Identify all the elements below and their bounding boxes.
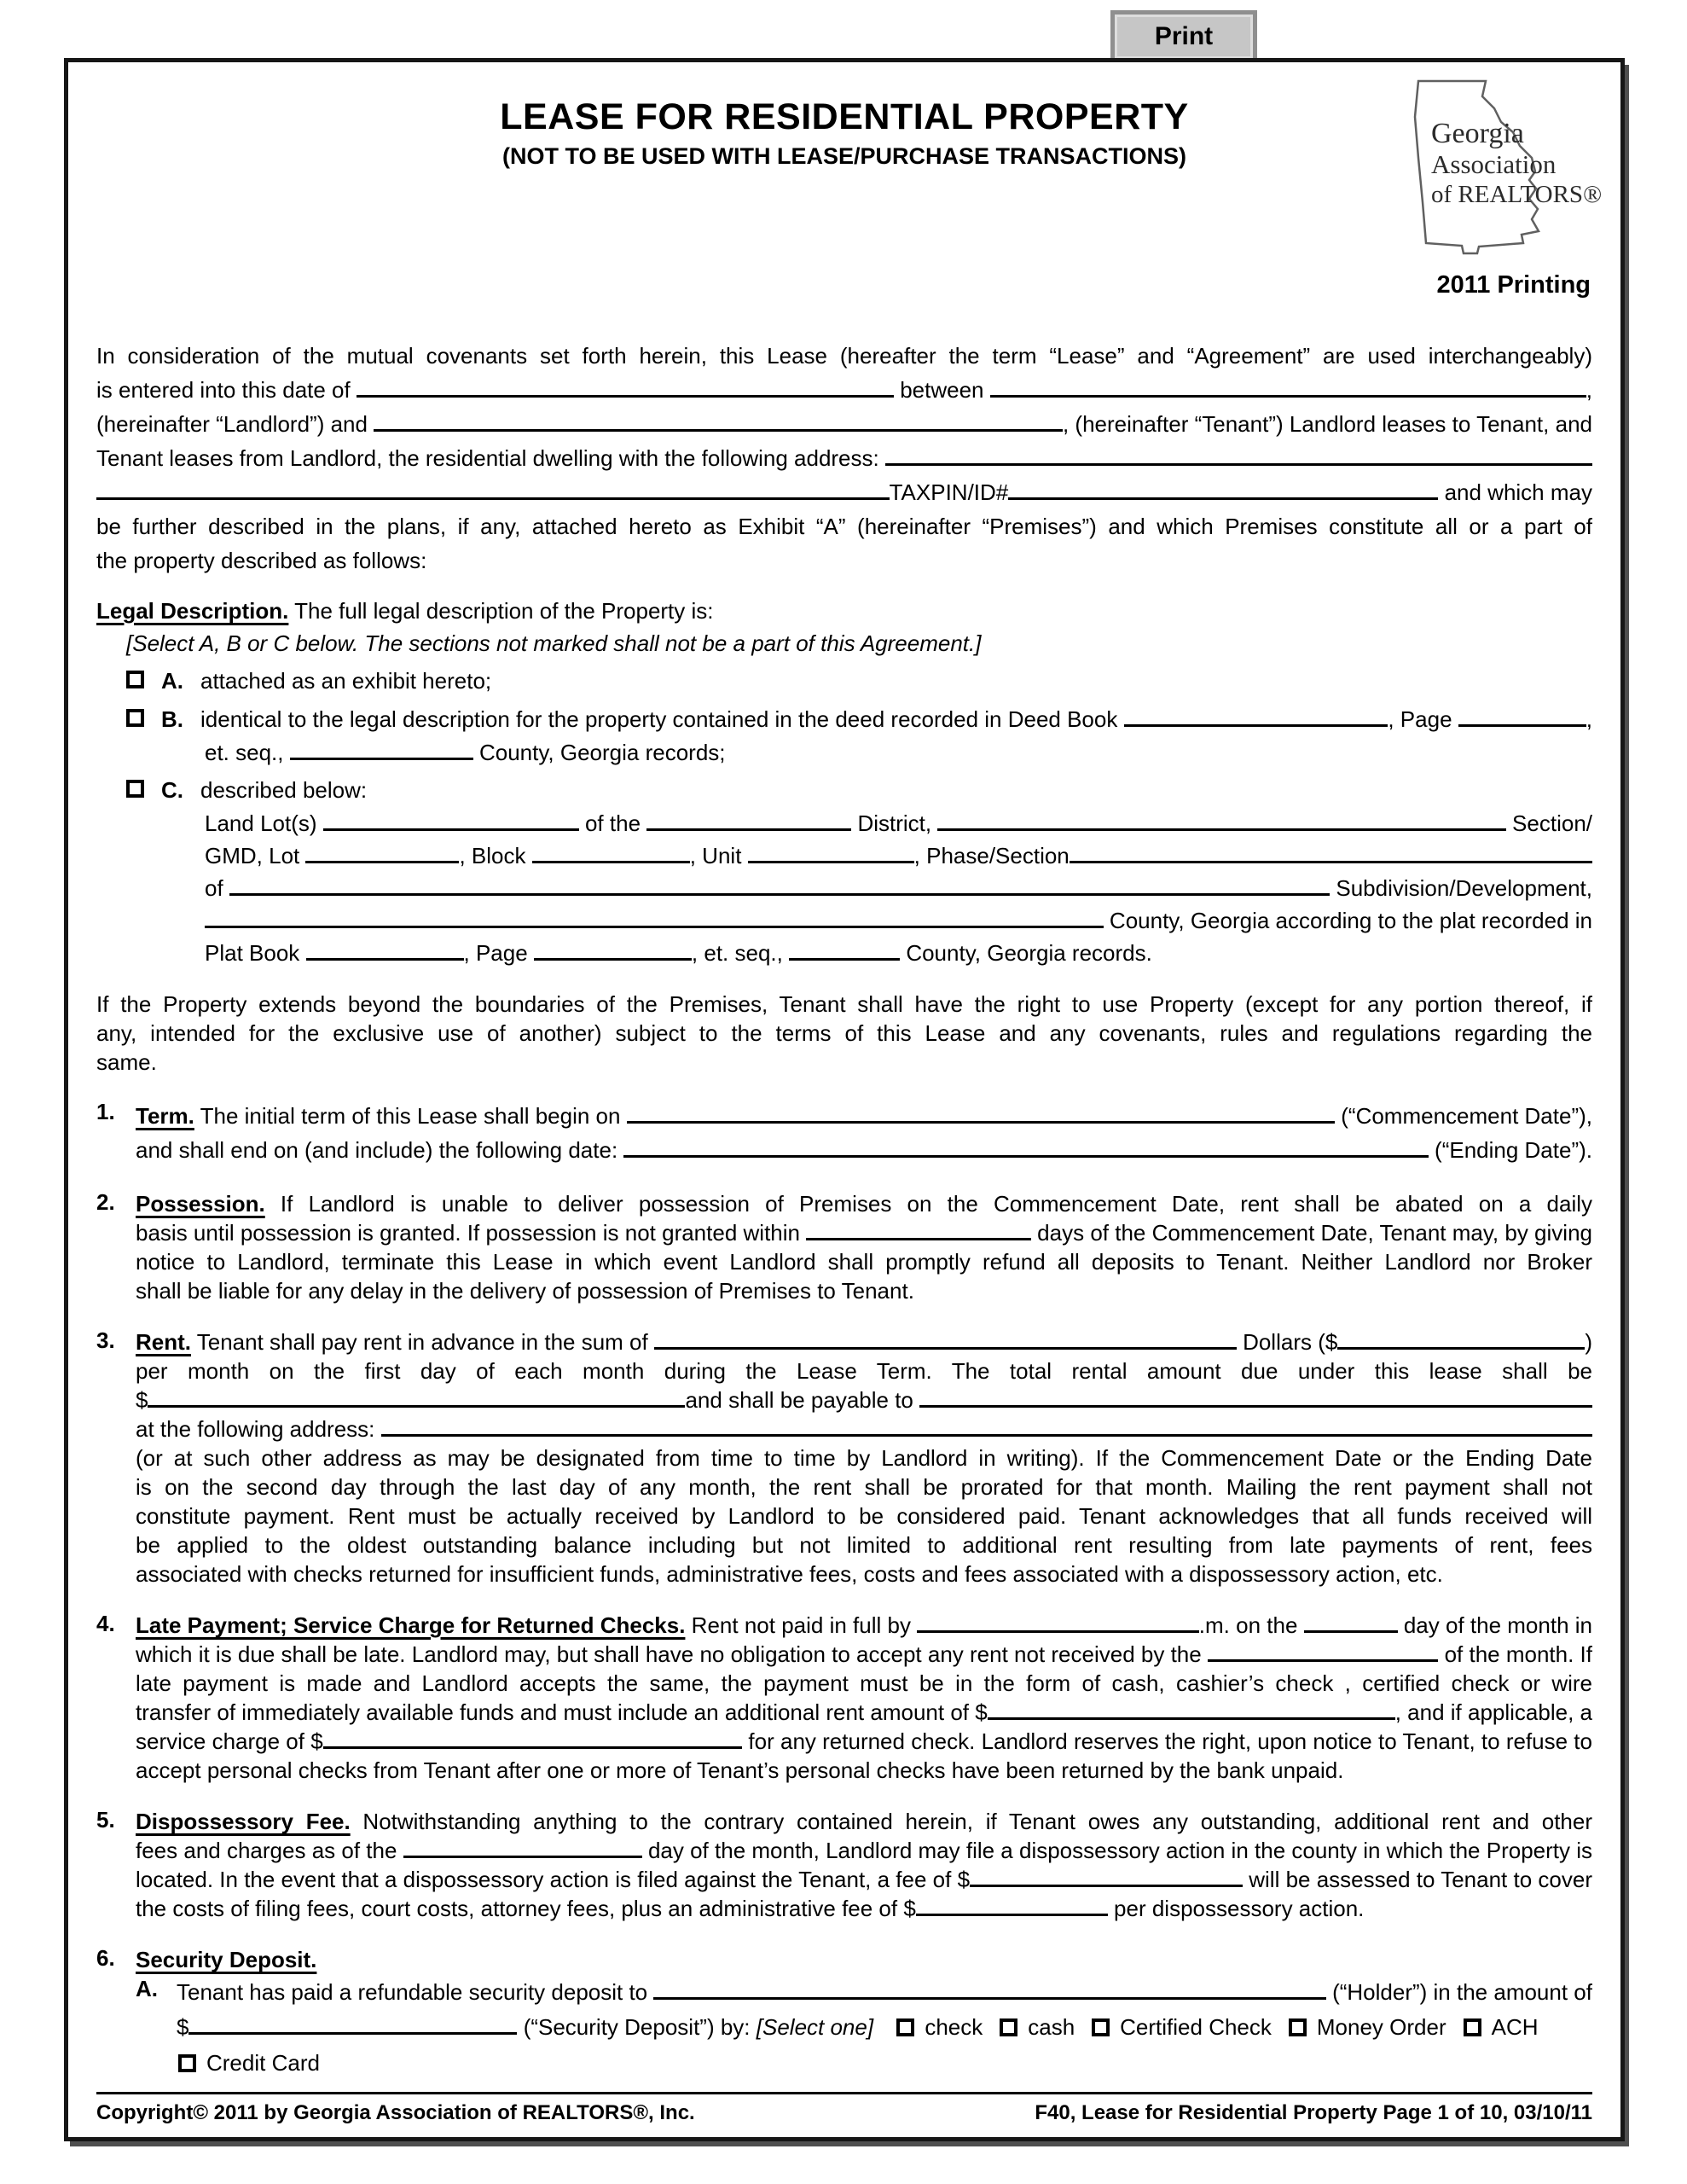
checkbox-option-c[interactable] xyxy=(126,780,144,798)
section-term: 1. Term. The initial term of this Lease shall begin on (“Commencement Date”), and shall end on (and include) the following date: (“Ending Date”). xyxy=(96,1099,1592,1163)
blank-property-address-2[interactable] xyxy=(96,483,890,500)
blank-phase-section[interactable] xyxy=(1070,846,1592,863)
intro-line2: is entered into this date of between , xyxy=(96,377,1592,403)
page-footer xyxy=(96,2092,1592,2125)
blank-rent-sum-words[interactable] xyxy=(654,1333,1237,1350)
property-extends-paragraph: If the Property extends beyond the boundaries of the Premises, Tenant shall have the right to use Property (except for any portion thereof, if any, intended for the exclusive use of another) subject to the terms of this Lease and any covenants, rules and regulations regarding the same. xyxy=(96,991,1592,1075)
blank-additional-rent[interactable] xyxy=(988,1703,1395,1720)
intro-line7: the property described as follows: xyxy=(96,548,427,573)
page-subtitle: (NOT TO BE USED WITH LEASE/PURCHASE TRANSACTIONS) xyxy=(501,143,1187,169)
intro-line4: Tenant leases from Landlord, the residential dwelling with the following address: xyxy=(96,441,1592,475)
term-heading: Term. xyxy=(136,1103,194,1129)
blank-district[interactable] xyxy=(646,814,851,831)
legal-option-b: B. identical to the legal description for the property contained in the deed recorded in Deed Book , Page , xyxy=(96,702,1592,736)
legal-option-b-cont: et. seq., County, Georgia records; xyxy=(205,740,726,765)
legal-description-section xyxy=(96,595,1592,969)
rent-heading: Rent. xyxy=(136,1329,191,1355)
blank-plat-county[interactable] xyxy=(205,911,1104,928)
section-security-deposit: 6. Security Deposit. A. Tenant has paid a refundable security deposit to (“Holder”) in the amount of $ (“Security Deposit”) by: [Select one] check cash Certified Check Money Order ACH Credit Card xyxy=(96,1945,1592,2080)
printing-edition: 2011 Printing xyxy=(1436,271,1591,299)
blank-subdivision[interactable] xyxy=(229,879,1330,896)
blank-payable-to[interactable] xyxy=(919,1391,1592,1408)
section-late-payment: 4. Late Payment; Service Charge for Returned Checks. Rent not paid in full by .m. on the day of the month in which it is due shall be late. Landlord may, but shall have no obligation to accept any rent not received by the of the month. If late payment is made and Landlord accepts the same, the payment must be in the form of cash, cashier’s check , certified check or wire transfer of immediately available funds and must include an additional rent amount of $ , and if applicable, a service charge of $ for any returned check. Landlord reserves the right, upon notice to Tenant, to refuse to accept personal checks from Tenant after one or more of Tenant’s personal checks have been returned by the bank unpaid. xyxy=(96,1611,1592,1783)
blank-deposit-amount[interactable] xyxy=(188,2018,517,2035)
blank-holder[interactable] xyxy=(653,1983,1325,2000)
checkbox-option-a[interactable] xyxy=(126,671,144,688)
blank-disp-fee[interactable] xyxy=(970,1870,1243,1887)
section-rent: 3. Rent. Tenant shall pay rent in advance in the sum of Dollars ($ ) per month on the first day of each month during the Lease Term. The total rental amount due under this lease shall be $ and shall be payable to at the following address: (or at such other address as may be designated from time to time by Landlord in writing). If the Commencement Date or the Ending Date is on the second day through the last day of any month, the rent shall be prorated for that month. Mailing the rent payment shall not constitute payment. Rent must be actually received by Landlord to be considered paid. Tenant acknowledges that all funds received will be applied to the oldest outstanding balance including but not limited to additional rent resulting from late payments of rent, fees associated with checks returned for insufficient funds, administrative fees, costs and fees associated with a dispossessory action, etc. xyxy=(96,1327,1592,1587)
blank-lease-date[interactable] xyxy=(357,380,894,398)
intro-line6: be further described in the plans, if any, attached hereto as Exhibit “A” (hereinafter “Premises”) and which Premises constitute all or a part of xyxy=(96,514,1592,539)
blank-section-gmd[interactable] xyxy=(937,814,1505,831)
checkbox-check[interactable] xyxy=(896,2018,914,2036)
print-button[interactable]: Print xyxy=(1110,10,1257,63)
legal-heading-line: Legal Description. The full legal description of the Property is: xyxy=(96,598,714,624)
legal-c-line5: Plat Book , Page , et. seq., County, Georgia records. xyxy=(205,940,1152,966)
logo-text-line2: Association xyxy=(1431,149,1557,179)
blank-admin-fee[interactable] xyxy=(916,1899,1108,1916)
blank-plat-book[interactable] xyxy=(306,944,464,961)
legal-c-line1: Land Lot(s) of the District, Section/ xyxy=(205,810,1592,836)
checkbox-ach[interactable] xyxy=(1464,2018,1481,2036)
logo-text-line1: Georgia xyxy=(1431,118,1524,149)
intro-line5: TAXPIN/ID# and which may xyxy=(96,475,1592,509)
gar-logo xyxy=(1389,76,1603,257)
dispossessory-heading: Dispossessory Fee. xyxy=(136,1809,351,1834)
intro-line1: In consideration of the mutual covenants set forth herein, this Lease (hereafter the term “Lease” and “Agreement” are used interchangeably) xyxy=(96,343,1592,369)
legal-option-a: A. attached as an exhibit hereto; xyxy=(96,664,1592,698)
checkbox-money-order[interactable] xyxy=(1289,2018,1307,2036)
blank-rent-amount[interactable] xyxy=(1337,1333,1585,1350)
blank-deed-county[interactable] xyxy=(290,743,473,760)
blank-unit[interactable] xyxy=(748,846,914,863)
blank-commencement-date[interactable] xyxy=(627,1107,1335,1124)
blank-plat-page[interactable] xyxy=(534,944,692,961)
blank-accept-day[interactable] xyxy=(1208,1645,1438,1662)
checkbox-option-b[interactable] xyxy=(126,709,144,727)
blank-land-lots[interactable] xyxy=(323,814,579,831)
security-deposit-item-a: A. Tenant has paid a refundable security deposit to (“Holder”) in the amount of $ (“Security Deposit”) by: [Select one] check cash Certified Check Money Order ACH Credit Card xyxy=(136,1976,1592,2076)
blank-ending-date[interactable] xyxy=(623,1141,1428,1158)
section-dispossessory-fee: 5. Dispossessory Fee. Notwithstanding anything to the contrary contained herein, if Tenant owes any outstanding, additional rent and other fees and charges as of the day of the month, Landlord may file a dispossessory action in the county in which the Property is located. In the event that a dispossessory action is filed against the Tenant, a fee of $ will be assessed to Tenant to cover the costs of filing fees, court costs, attorney fees, plus an administrative fee of $ per dispossessory action. xyxy=(96,1807,1592,1921)
page-title: LEASE FOR RESIDENTIAL PROPERTY xyxy=(500,96,1189,137)
blank-disp-day[interactable] xyxy=(403,1841,642,1858)
blank-property-address-1[interactable] xyxy=(885,449,1592,466)
blank-tenant-name[interactable] xyxy=(374,415,1063,432)
blank-payment-address[interactable] xyxy=(381,1420,1592,1437)
checkbox-credit-card[interactable] xyxy=(178,2054,196,2072)
blank-service-charge[interactable] xyxy=(323,1732,743,1749)
blank-possession-days[interactable] xyxy=(806,1223,1031,1240)
footer-copyright: Copyright© 2011 by Georgia Association of REALTORS®, Inc. xyxy=(96,2101,695,2124)
logo-text-line3: of REALTORS® xyxy=(1431,181,1603,208)
intro-paragraph xyxy=(96,339,1592,578)
taxpin-label: TAXPIN/ID# xyxy=(889,479,1009,505)
select-one-note: [Select one] xyxy=(756,2014,880,2040)
late-payment-heading: Late Payment; Service Charge for Returned Checks. xyxy=(136,1612,686,1638)
document-page xyxy=(64,58,1625,2141)
blank-landlord-name[interactable] xyxy=(990,380,1586,398)
checkbox-certified-check[interactable] xyxy=(1092,2018,1110,2036)
blank-deed-page[interactable] xyxy=(1458,710,1586,727)
possession-heading: Possession. xyxy=(136,1191,265,1217)
blank-total-rent[interactable] xyxy=(148,1391,685,1408)
legal-c-line2: GMD, Lot , Block , Unit , Phase/Section xyxy=(96,839,1592,872)
intro-line3: (hereinafter “Landlord”) and , (hereinafter “Tenant”) Landlord leases to Tenant, and xyxy=(96,411,1592,437)
legal-c-line3: of Subdivision/Development, xyxy=(205,875,1592,901)
legal-option-c: C. described below: xyxy=(96,773,1592,807)
blank-taxpin[interactable] xyxy=(1008,483,1438,500)
section-possession: 2. Possession. If Landlord is unable to deliver possession of Premises on the Commencement Date, rent shall be abated on a daily basis until possession is granted. If possession is not granted within days of the Commencement Date, Tenant may, by giving notice to Landlord, terminate this Lease in which event Landlord shall promptly refund all deposits to Tenant. Neither Landlord nor Broker shall be liable for any delay in the delivery of possession of Premises to Tenant. xyxy=(96,1189,1592,1304)
select-abc-note: [Select A, B or C below. The sections not marked shall not be a part of this Agreement.] xyxy=(126,630,982,656)
legal-heading: Legal Description. xyxy=(96,598,289,624)
blank-late-day[interactable] xyxy=(1304,1616,1398,1633)
footer-form-id: F40, Lease for Residential Property Page 1 of 10, 03/10/11 xyxy=(1035,2101,1592,2124)
document-header xyxy=(96,76,1603,299)
blank-deed-book[interactable] xyxy=(1124,710,1388,727)
blank-block[interactable] xyxy=(532,846,690,863)
blank-late-time[interactable] xyxy=(917,1616,1199,1633)
checkbox-cash[interactable] xyxy=(1000,2018,1017,2036)
security-deposit-heading: Security Deposit. xyxy=(136,1947,317,1972)
legal-c-line4: County, Georgia according to the plat recorded in xyxy=(96,904,1592,937)
blank-plat-etseq[interactable] xyxy=(789,944,900,961)
blank-lot[interactable] xyxy=(305,846,459,863)
